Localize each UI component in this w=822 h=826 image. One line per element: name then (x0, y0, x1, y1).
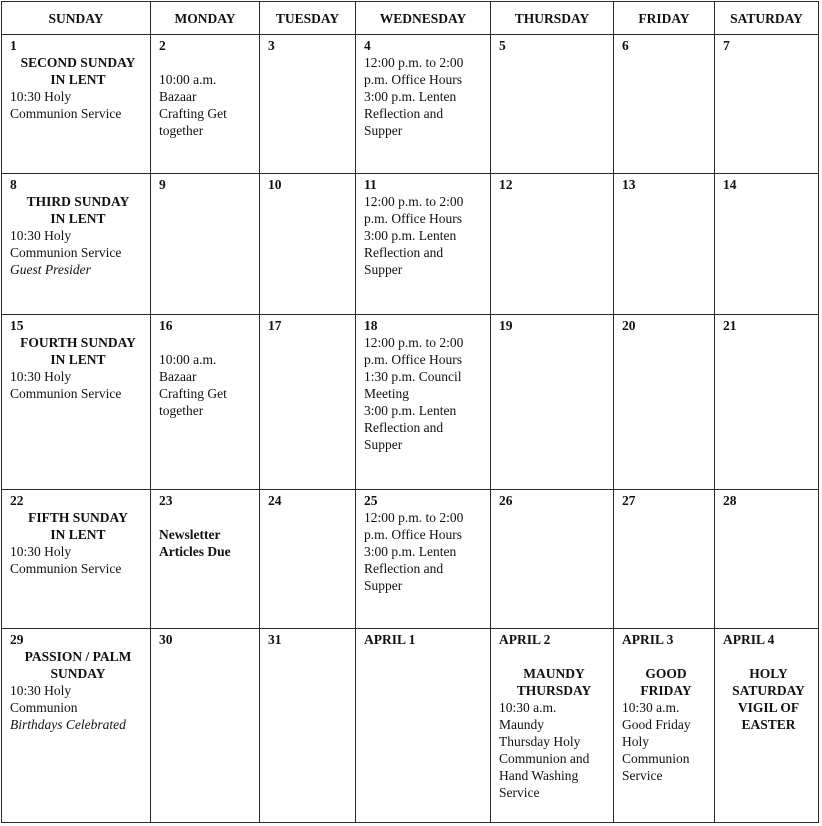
day-cell (715, 490, 819, 629)
event-text: 3:00 p.m. Lenten (364, 402, 457, 418)
day-cell (2, 490, 151, 629)
spacer (723, 648, 814, 665)
day-number: 10 (268, 177, 282, 193)
day-number: 4 (364, 38, 371, 53)
event-title: HOLY (749, 666, 788, 682)
header-monday: MONDAY (151, 2, 260, 35)
day-cell (614, 35, 715, 174)
event-text: together (159, 123, 204, 138)
day-cell (2, 314, 151, 489)
day-cell (260, 174, 356, 314)
event-text: Communion and (499, 751, 590, 767)
event-text: 10:30 Holy (10, 683, 72, 699)
event-text: p.m. Office Hours (364, 211, 462, 227)
event-title: GOOD (645, 666, 687, 682)
day-number: 21 (723, 317, 737, 333)
event-text: Reflection and (364, 106, 444, 121)
day-cell (715, 174, 819, 314)
header-friday: FRIDAY (614, 2, 715, 35)
event-text: 10:30 Holy (10, 228, 72, 244)
day-cell (151, 490, 260, 629)
day-number: 12 (499, 177, 513, 193)
event-text: 3:00 p.m. Lenten (364, 544, 457, 560)
event-text: 3:00 p.m. Lenten (364, 228, 457, 244)
event-title: FOURTH SUNDAY (20, 334, 136, 350)
event-text: 3:00 p.m. Lenten (364, 89, 457, 104)
event-title: THIRD SUNDAY (26, 194, 130, 210)
event-text: Bazaar (159, 89, 197, 104)
week-row (2, 314, 819, 489)
event-text: together (159, 402, 204, 418)
week-row (2, 490, 819, 629)
event-title: IN LENT (50, 527, 106, 543)
day-number: 22 (10, 493, 24, 509)
day-cell (151, 314, 260, 489)
day-number: 26 (499, 493, 513, 509)
event-title: SECOND SUNDAY (20, 55, 136, 70)
day-cell (356, 174, 491, 314)
header-saturday: SATURDAY (715, 2, 819, 35)
event-text: Supper (364, 578, 403, 594)
event-text: 12:00 p.m. to 2:00 (364, 55, 464, 70)
event-text: Reflection and (364, 561, 444, 577)
event-text: 10:30 Holy (10, 368, 72, 384)
event-text: Communion Service (10, 385, 122, 401)
header-thursday: THURSDAY (491, 2, 614, 35)
day-cell (260, 629, 356, 823)
day-number: 18 (364, 317, 378, 333)
event-title: SATURDAY (732, 683, 805, 699)
spacer (159, 334, 255, 351)
day-number: 3 (268, 38, 275, 53)
day-number: 7 (723, 38, 730, 53)
day-cell (715, 314, 819, 489)
event-title: FRIDAY (640, 683, 692, 699)
day-cell (491, 174, 614, 314)
event-text: p.m. Office Hours (364, 351, 462, 367)
day-number: 24 (268, 493, 282, 509)
event-text: Communion Service (10, 106, 122, 121)
event-text: Thursday Holy (499, 734, 581, 750)
spacer (159, 54, 255, 71)
day-cell (356, 314, 491, 489)
day-number: 13 (622, 177, 636, 193)
day-number: 1 (10, 38, 17, 53)
event-title: IN LENT (50, 351, 106, 367)
day-number: 8 (10, 177, 17, 193)
event-text: Communion Service (10, 245, 122, 261)
event-title: Newsletter (159, 527, 221, 543)
event-text: 12:00 p.m. to 2:00 (364, 334, 464, 350)
day-cell (491, 314, 614, 489)
event-text: Communion (10, 700, 78, 716)
day-number: 9 (159, 177, 166, 193)
event-text: Communion Service (10, 561, 122, 577)
event-text: 10:30 a.m. (499, 700, 557, 716)
week-row (2, 35, 819, 174)
day-number: 23 (159, 493, 173, 509)
day-number: 29 (10, 632, 24, 648)
event-text: Communion (622, 751, 690, 767)
day-number: APRIL 2 (499, 632, 551, 648)
day-cell (151, 629, 260, 823)
day-cell (260, 35, 356, 174)
day-cell (491, 629, 614, 823)
event-text: 12:00 p.m. to 2:00 (364, 194, 464, 210)
day-number: 27 (622, 493, 636, 509)
event-text: 1:30 p.m. Council (364, 368, 462, 384)
event-text: Supper (364, 436, 403, 452)
event-title: SUNDAY (50, 666, 106, 682)
day-number: 16 (159, 317, 173, 333)
event-text: 10:30 a.m. (622, 700, 680, 716)
event-text: Crafting Get (159, 106, 227, 121)
event-text: 10:30 Holy (10, 89, 72, 104)
day-number: APRIL 1 (364, 632, 416, 648)
event-title: IN LENT (50, 72, 106, 87)
calendar-header-row (2, 2, 819, 35)
spacer (622, 648, 710, 665)
event-title: MAUNDY (523, 666, 585, 682)
event-text: Holy (622, 734, 649, 750)
day-cell (260, 490, 356, 629)
header-tuesday: TUESDAY (260, 2, 356, 35)
week-row (2, 629, 819, 823)
week-row (2, 174, 819, 314)
event-text: Supper (364, 262, 403, 278)
day-number: APRIL 4 (723, 632, 775, 648)
header-wednesday: WEDNESDAY (356, 2, 491, 35)
day-cell (614, 629, 715, 823)
event-note: Guest Presider (10, 262, 91, 278)
event-note: Birthdays Celebrated (10, 717, 126, 733)
event-text: Maundy (499, 717, 544, 733)
day-cell (356, 35, 491, 174)
event-text: 10:30 Holy (10, 544, 72, 560)
day-cell (614, 174, 715, 314)
day-number: 28 (723, 493, 737, 509)
day-number: 19 (499, 317, 513, 333)
day-cell (491, 35, 614, 174)
event-text: Service (622, 768, 663, 784)
event-text: 10:00 a.m. (159, 351, 217, 367)
event-text: Crafting Get (159, 385, 227, 401)
event-text: Supper (364, 123, 403, 138)
event-title: Articles Due (159, 544, 231, 560)
day-number: 14 (723, 177, 737, 193)
calendar-table (1, 1, 819, 823)
event-text: 12:00 p.m. to 2:00 (364, 510, 464, 526)
event-text: 10:00 a.m. (159, 72, 217, 87)
day-number: 15 (10, 317, 24, 333)
day-cell (715, 35, 819, 174)
event-title: THURSDAY (516, 683, 592, 699)
event-text: p.m. Office Hours (364, 72, 462, 87)
day-number: 11 (364, 177, 377, 193)
day-number: APRIL 3 (622, 632, 674, 648)
day-number: 30 (159, 632, 173, 648)
event-title: PASSION / PALM (24, 649, 132, 665)
day-cell (491, 490, 614, 629)
event-title: IN LENT (50, 211, 106, 227)
day-cell (715, 629, 819, 823)
spacer (159, 509, 255, 526)
day-number: 6 (622, 38, 629, 53)
day-cell (614, 314, 715, 489)
day-number: 2 (159, 38, 166, 53)
day-number: 5 (499, 38, 506, 53)
event-text: Good Friday (622, 717, 691, 733)
event-text: Service (499, 785, 540, 801)
day-cell (260, 314, 356, 489)
event-text: Hand Washing (499, 768, 579, 784)
day-cell (2, 35, 151, 174)
day-cell (151, 35, 260, 174)
day-cell (151, 174, 260, 314)
day-cell (614, 490, 715, 629)
event-text: Reflection and (364, 245, 444, 261)
day-number: 20 (622, 317, 636, 333)
day-cell (2, 629, 151, 823)
event-text: Reflection and (364, 419, 444, 435)
day-cell (356, 629, 491, 823)
day-cell (2, 174, 151, 314)
day-number: 31 (268, 632, 282, 648)
header-sunday: SUNDAY (2, 2, 151, 35)
event-title: EASTER (741, 717, 796, 733)
day-cell (356, 490, 491, 629)
day-number: 17 (268, 317, 282, 333)
day-number: 25 (364, 493, 378, 509)
event-text: Bazaar (159, 368, 197, 384)
spacer (499, 648, 609, 665)
event-text: p.m. Office Hours (364, 527, 462, 543)
event-title: VIGIL OF (737, 700, 800, 716)
event-title: FIFTH SUNDAY (28, 510, 128, 526)
event-text: Meeting (364, 385, 409, 401)
